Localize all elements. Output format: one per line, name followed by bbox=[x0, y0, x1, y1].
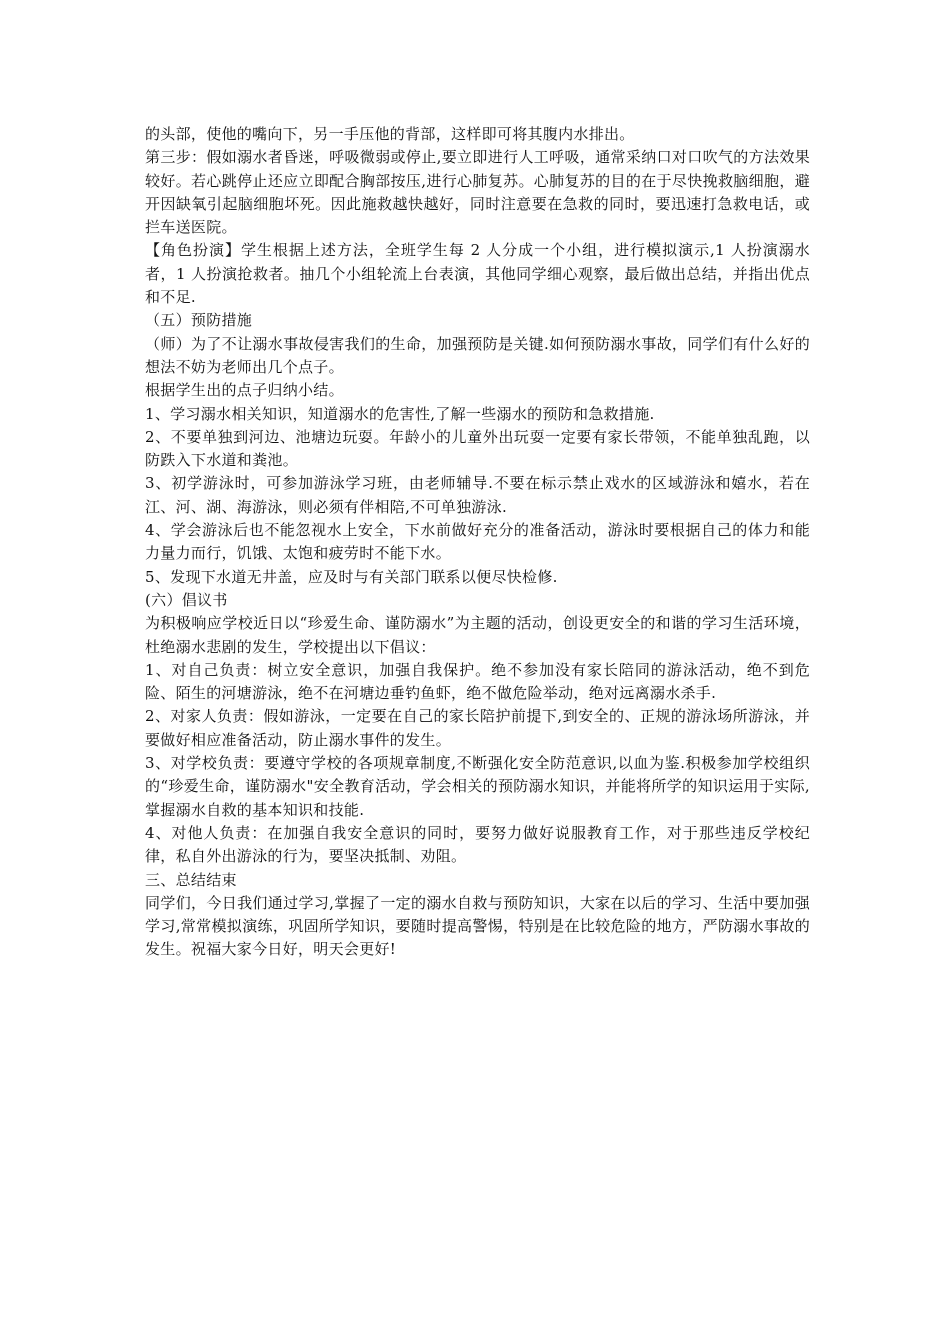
paragraph-step-three: 第三步：假如溺水者昏迷，呼吸微弱或停止,要立即进行人工呼吸，通常采纳口对口吹气的方法效果较好。若心跳停止还应立即配合胸部按压,进行心肺复苏。心肺复苏的目的在于尽快挽救脑细胞，避开因缺氧引起脑细胞坏死。因此施救越快越好，同时注意要在急救的同时，要迅速打急救电话，或拦车送医院。 bbox=[145, 148, 810, 237]
paragraph-proposal-intro: 为积极响应学校近日以“珍爱生命、谨防溺水”为主题的活动，创设更安全的和谐的学习生活环境，杜绝溺水悲剧的发生，学校提出以下倡议： bbox=[145, 614, 810, 656]
list-item-proposal-4: 4、对他人负责：在加强自我安全意识的同时，要努力做好说服教育工作，对于那些违反学校纪律，私自外出游泳的行为，要坚决抵制、劝阻。 bbox=[145, 823, 810, 866]
list-item-proposal-1: 1、对自己负责：树立安全意识，加强自我保护。绝不参加没有家长陪同的游泳活动，绝不到危险、陌生的河塘游泳，绝不在河塘边垂钓鱼虾，绝不做危险举动，绝对远离溺水杀手. bbox=[145, 660, 810, 703]
paragraph-continuation: 的头部，使他的嘴向下，另一手压他的背部，这样即可将其腹内水排出。 bbox=[145, 125, 635, 143]
paragraph-conclusion: 同学们，今日我们通过学习,掌握了一定的溺水自救与预防知识，大家在以后的学习、生活中要加强学习,常常模拟演练，巩固所学知识，要随时提高警惕，特别是在比较危险的地方，严防溺水事故的发生。祝福大家今日好，明天会更好! bbox=[145, 893, 810, 959]
list-item-prevention-2: 2、不要单独到河边、池塘边玩耍。年龄小的儿童外出玩耍一定要有家长带领，不能单独乱跑，以防跌入下水道和粪池。 bbox=[145, 427, 810, 470]
list-item-proposal-3: 3、对学校负责：要遵守学校的各项规章制度,不断强化安全防范意识,以血为鉴.积极参加学校组织的“珍爱生命，谨防溺水"安全教育活动，学会相关的预防溺水知识，并能将所学的知识运用于实际,掌握溺水自救的基本知识和技能. bbox=[145, 754, 810, 819]
list-item-prevention-3: 3、初学游泳时，可参加游泳学习班，由老师辅导.不要在标示禁止戏水的区域游泳和嬉水，若在江、河、湖、海游泳，则必须有伴相陪,不可单独游泳. bbox=[145, 474, 810, 516]
list-item-prevention-5: 5、发现下水道无井盖，应及时与有关部门联系以便尽快检修. bbox=[145, 567, 558, 586]
list-item-prevention-1: 1、学习溺水相关知识，知道溺水的危害性,了解一些溺水的预防和急救措施. bbox=[145, 404, 655, 423]
paragraph-role-play: 【角色扮演】学生根据上述方法，全班学生每 2 人分成一个小组，进行模拟演示,1 人扮演溺水者，1 人扮演抢救者。抽几个小组轮流上台表演，其他同学细心观察，最后做出总结，并指出优点和不足. bbox=[145, 241, 810, 307]
heading-prevention: （五）预防措施 bbox=[145, 311, 253, 330]
paragraph-teacher: （师）为了不让溺水事故侵害我们的生命，加强预防是关键.如何预防溺水事故，同学们有什么好的想法不妨为老师出几个点子。 bbox=[145, 334, 810, 376]
paragraph-summary-intro: 根据学生出的点子归纳小结。 bbox=[145, 381, 344, 400]
heading-conclusion: 三、总结结束 bbox=[145, 870, 237, 889]
list-item-prevention-4: 4、学会游泳后也不能忽视水上安全，下水前做好充分的准备活动，游泳时要根据自己的体力和能力量力而行，饥饿、太饱和疲劳时不能下水。 bbox=[145, 521, 810, 563]
list-item-proposal-2: 2、对家人负责：假如游泳，一定要在自己的家长陪护前提下,到安全的、正规的游泳场所游泳，并要做好相应准备活动，防止溺水事件的发生。 bbox=[145, 707, 810, 749]
heading-proposal: (六）倡议书 bbox=[145, 590, 228, 609]
document-body bbox=[145, 123, 810, 962]
